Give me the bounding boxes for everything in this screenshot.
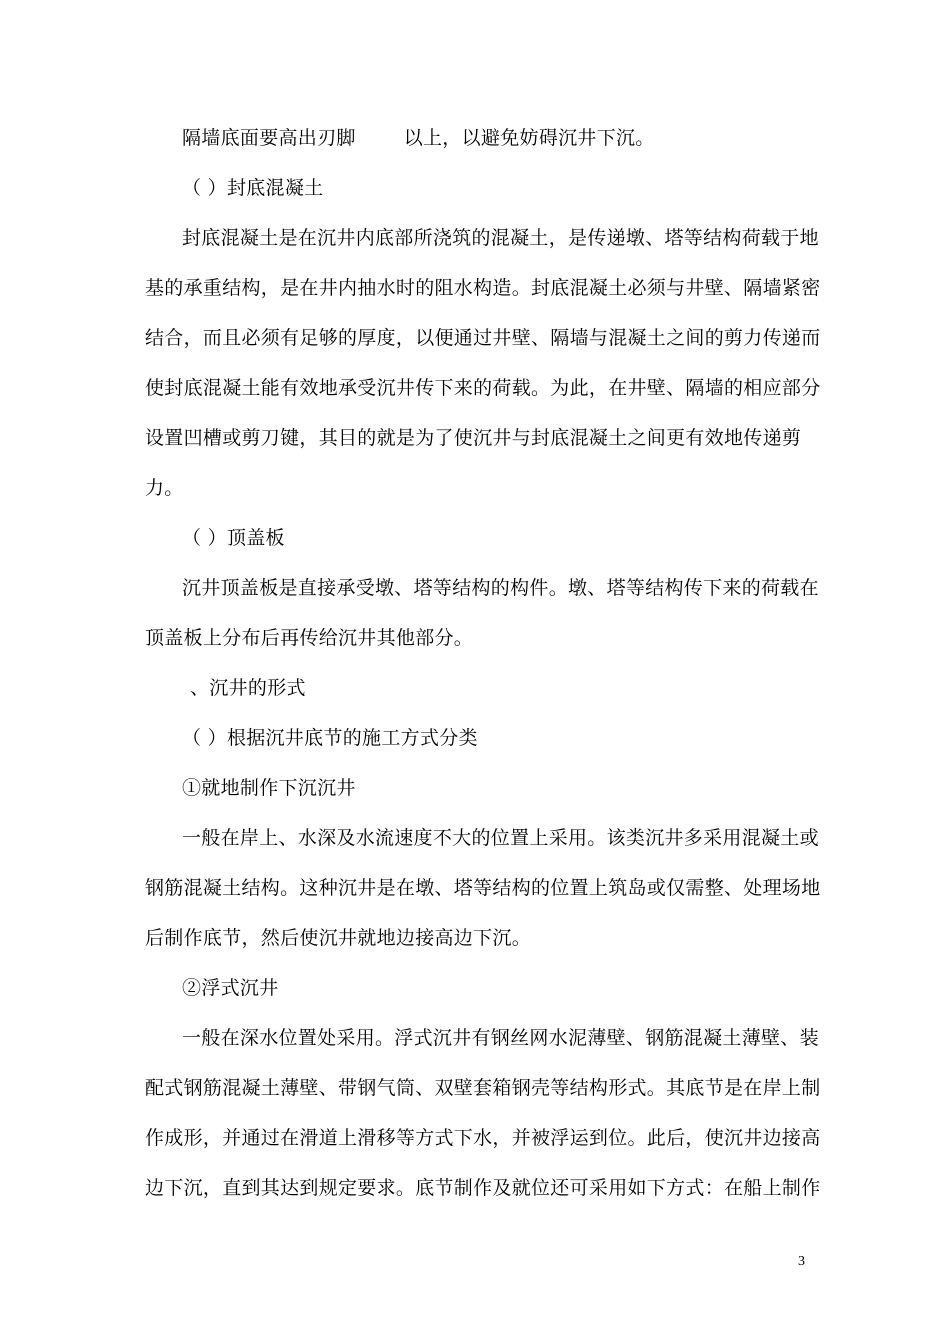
paragraph-line: 使封底混凝土能有效地承受沉井传下来的荷载。为此，在井壁、隔墙的相应部分 [145,377,821,399]
paragraph-line: 顶盖板上分布后再传给沉井其他部分。 [145,627,474,649]
paragraph-line: 封底混凝土是在沉井内底部所浇筑的混凝土，是传递墩、塔等结构荷载于地 [182,227,819,249]
paragraph-line: 结合，而且必须有足够的厚度，以便通过井壁、隔墙与混凝土之间的剪力传递而 [145,327,821,349]
section-heading: （ ）根据沉井底节的施工方式分类 [182,727,478,749]
paragraph-line: 设置凹槽或剪刀键，其目的就是为了使沉井与封底混凝土之间更有效地传递剪 [145,427,802,449]
paragraph-line: 力。 [145,477,184,499]
paragraph-line: 后制作底节，然后使沉井就地边接高边下沉。 [145,927,532,949]
text-segment: 隔墙底面要高出刃脚 [182,127,356,149]
paragraph-line: 一般在岸上、水深及水流速度不大的位置上采用。该类沉井多采用混凝土或 [182,827,819,849]
paragraph-line: 边下沉，直到其达到规定要求。底节制作及就位还可采用如下方式：在船上制作 [145,1177,821,1199]
text-segment: 以上，以避免妨碍沉井下沉。 [403,127,655,149]
subsection-heading: ②浮式沉井 [182,977,279,999]
subsection-heading: ①就地制作下沉沉井 [182,777,356,799]
paragraph-line: 基的承重结构，是在井内抽水时的阻水构造。封底混凝土必须与井壁、隔墙紧密 [145,277,821,299]
paragraph-line: 配式钢筋混凝土薄壁、带钢气筒、双壁套箱钢壳等结构形式。其底节是在岸上制 [145,1077,821,1099]
page-number: 3 [798,1254,805,1269]
paragraph-line: 一般在深水位置处采用。浮式沉井有钢丝网水泥薄壁、钢筋混凝土薄壁、装 [182,1027,819,1049]
section-heading: 、沉井的形式 [190,677,306,699]
paragraph-line: 作成形，并通过在滑道上滑移等方式下水，并被浮运到位。此后，使沉井边接高 [145,1127,821,1149]
section-heading: （ ）顶盖板 [182,527,285,549]
paragraph-line [182,126,815,150]
section-heading: （ ）封底混凝土 [182,177,324,199]
paragraph-line: 钢筋混凝土结构。这种沉井是在墩、塔等结构的位置上筑岛或仅需整、处理场地 [145,877,821,899]
paragraph-line: 沉井顶盖板是直接承受墩、塔等结构的构件。墩、塔等结构传下来的荷载在 [182,577,819,599]
